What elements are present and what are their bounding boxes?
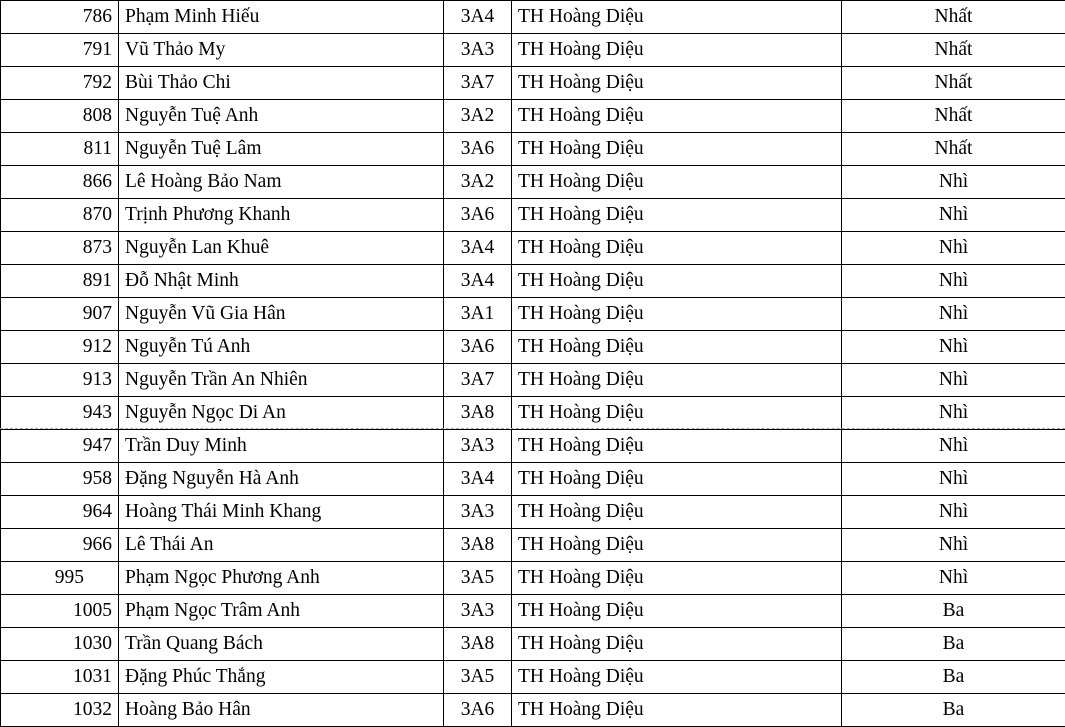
table-row[interactable] (1, 595, 1065, 628)
cell-name[interactable]: Hoàng Bảo Hân (119, 694, 444, 727)
cell-prize[interactable]: Nhì (842, 397, 1065, 430)
cell-school[interactable]: TH Hoàng Diệu (512, 100, 842, 133)
cell-school[interactable]: TH Hoàng Diệu (512, 166, 842, 199)
cell-name[interactable]: Nguyễn Trần An Nhiên (119, 364, 444, 397)
cell-id[interactable]: 791 (1, 34, 119, 67)
cell-prize[interactable]: Nhất (842, 133, 1065, 166)
table-row[interactable] (1, 100, 1065, 133)
cell-id[interactable]: 913 (1, 364, 119, 397)
cell-name[interactable]: Phạm Ngọc Phương Anh (119, 562, 444, 595)
table-row[interactable] (1, 1, 1065, 34)
cell-class[interactable]: 3A4 (444, 265, 512, 298)
cell-prize[interactable]: Nhì (842, 199, 1065, 232)
cell-class[interactable]: 3A6 (444, 133, 512, 166)
table-row[interactable] (1, 265, 1065, 298)
cell-prize[interactable]: Nhì (842, 496, 1065, 529)
cell-name[interactable]: Trần Quang Bách (119, 628, 444, 661)
table-row[interactable] (1, 298, 1065, 331)
cell-school[interactable]: TH Hoàng Diệu (512, 265, 842, 298)
table-row[interactable] (1, 34, 1065, 67)
cell-school[interactable]: TH Hoàng Diệu (512, 133, 842, 166)
cell-school[interactable]: TH Hoàng Diệu (512, 1, 842, 34)
cell-id[interactable]: 966 (1, 529, 119, 562)
cell-class[interactable]: 3A3 (444, 430, 512, 463)
cell-name[interactable]: Nguyễn Tuệ Anh (119, 100, 444, 133)
cell-school[interactable]: TH Hoàng Diệu (512, 34, 842, 67)
cell-class[interactable]: 3A4 (444, 232, 512, 265)
cell-name[interactable]: Nguyễn Ngọc Di An (119, 397, 444, 430)
cell-name[interactable]: Phạm Ngọc Trâm Anh (119, 595, 444, 628)
cell-id[interactable]: 995 (1, 562, 119, 595)
cell-prize[interactable]: Nhất (842, 34, 1065, 67)
cell-class[interactable]: 3A6 (444, 199, 512, 232)
cell-prize[interactable]: Nhì (842, 166, 1065, 199)
cell-name[interactable]: Nguyễn Vũ Gia Hân (119, 298, 444, 331)
cell-school[interactable]: TH Hoàng Diệu (512, 199, 842, 232)
cell-id[interactable]: 811 (1, 133, 119, 166)
cell-class[interactable]: 3A5 (444, 562, 512, 595)
cell-name[interactable]: Đỗ Nhật Minh (119, 265, 444, 298)
cell-class[interactable]: 3A7 (444, 364, 512, 397)
cell-prize[interactable]: Ba (842, 628, 1065, 661)
cell-class[interactable]: 3A8 (444, 397, 512, 430)
cell-name[interactable]: Đặng Nguyễn Hà Anh (119, 463, 444, 496)
table-row[interactable] (1, 166, 1065, 199)
cell-name[interactable]: Phạm Minh Hiếu (119, 1, 444, 34)
cell-id[interactable]: 866 (1, 166, 119, 199)
cell-id[interactable]: 786 (1, 1, 119, 34)
cell-class[interactable]: 3A7 (444, 67, 512, 100)
cell-prize[interactable]: Nhì (842, 463, 1065, 496)
cell-school[interactable]: TH Hoàng Diệu (512, 661, 842, 694)
table-row[interactable] (1, 661, 1065, 694)
cell-id[interactable]: 912 (1, 331, 119, 364)
cell-name[interactable]: Nguyễn Tuệ Lâm (119, 133, 444, 166)
cell-school[interactable]: TH Hoàng Diệu (512, 595, 842, 628)
cell-id[interactable]: 1030 (1, 628, 119, 661)
table-row[interactable] (1, 562, 1065, 595)
cell-name[interactable]: Lê Hoàng Bảo Nam (119, 166, 444, 199)
table-row[interactable] (1, 199, 1065, 232)
cell-id[interactable]: 808 (1, 100, 119, 133)
cell-prize[interactable]: Nhì (842, 430, 1065, 463)
cell-name[interactable]: Bùi Thảo Chi (119, 67, 444, 100)
cell-class[interactable]: 3A4 (444, 463, 512, 496)
cell-class[interactable]: 3A3 (444, 34, 512, 67)
cell-name[interactable]: Nguyễn Lan Khuê (119, 232, 444, 265)
cell-school[interactable]: TH Hoàng Diệu (512, 430, 842, 463)
table-row[interactable] (1, 463, 1065, 496)
cell-class[interactable]: 3A8 (444, 628, 512, 661)
cell-prize[interactable]: Nhất (842, 67, 1065, 100)
cell-school[interactable]: TH Hoàng Diệu (512, 331, 842, 364)
cell-school[interactable]: TH Hoàng Diệu (512, 298, 842, 331)
cell-school[interactable]: TH Hoàng Diệu (512, 67, 842, 100)
cell-prize[interactable]: Nhì (842, 364, 1065, 397)
cell-class[interactable]: 3A8 (444, 529, 512, 562)
cell-prize[interactable]: Ba (842, 661, 1065, 694)
cell-id[interactable]: 964 (1, 496, 119, 529)
cell-school[interactable]: TH Hoàng Diệu (512, 364, 842, 397)
cell-school[interactable]: TH Hoàng Diệu (512, 529, 842, 562)
cell-class[interactable]: 3A6 (444, 331, 512, 364)
cell-prize[interactable]: Ba (842, 694, 1065, 727)
cell-class[interactable]: 3A2 (444, 166, 512, 199)
cell-prize[interactable]: Nhất (842, 100, 1065, 133)
cell-school[interactable]: TH Hoàng Diệu (512, 232, 842, 265)
table-row[interactable] (1, 397, 1065, 430)
table-row[interactable] (1, 529, 1065, 562)
cell-id[interactable]: 792 (1, 67, 119, 100)
cell-name[interactable]: Nguyễn Tú Anh (119, 331, 444, 364)
cell-class[interactable]: 3A5 (444, 661, 512, 694)
cell-school[interactable]: TH Hoàng Diệu (512, 496, 842, 529)
cell-id[interactable]: 907 (1, 298, 119, 331)
cell-prize[interactable]: Nhì (842, 232, 1065, 265)
cell-id[interactable]: 1005 (1, 595, 119, 628)
cell-class[interactable]: 3A3 (444, 595, 512, 628)
cell-prize[interactable]: Nhất (842, 1, 1065, 34)
cell-school[interactable]: TH Hoàng Diệu (512, 397, 842, 430)
cell-school[interactable]: TH Hoàng Diệu (512, 628, 842, 661)
cell-prize[interactable]: Ba (842, 595, 1065, 628)
cell-prize[interactable]: Nhì (842, 562, 1065, 595)
cell-class[interactable]: 3A2 (444, 100, 512, 133)
cell-prize[interactable]: Nhì (842, 265, 1065, 298)
cell-name[interactable]: Vũ Thảo My (119, 34, 444, 67)
cell-id[interactable]: 1031 (1, 661, 119, 694)
cell-id[interactable]: 947 (1, 430, 119, 463)
cell-id[interactable]: 870 (1, 199, 119, 232)
cell-prize[interactable]: Nhì (842, 529, 1065, 562)
cell-id[interactable]: 873 (1, 232, 119, 265)
cell-prize[interactable]: Nhì (842, 331, 1065, 364)
table-row[interactable] (1, 133, 1065, 166)
cell-class[interactable]: 3A3 (444, 496, 512, 529)
cell-class[interactable]: 3A4 (444, 1, 512, 34)
cell-prize[interactable]: Nhì (842, 298, 1065, 331)
cell-id[interactable]: 958 (1, 463, 119, 496)
table-row[interactable] (1, 331, 1065, 364)
cell-name[interactable]: Hoàng Thái Minh Khang (119, 496, 444, 529)
cell-name[interactable]: Trần Duy Minh (119, 430, 444, 463)
cell-id[interactable]: 943 (1, 397, 119, 430)
table-row[interactable] (1, 232, 1065, 265)
cell-name[interactable]: Đặng Phúc Thắng (119, 661, 444, 694)
cell-school[interactable]: TH Hoàng Diệu (512, 694, 842, 727)
table-row[interactable] (1, 694, 1065, 727)
cell-school[interactable]: TH Hoàng Diệu (512, 463, 842, 496)
cell-id[interactable]: 1032 (1, 694, 119, 727)
cell-class[interactable]: 3A1 (444, 298, 512, 331)
cell-name[interactable]: Lê Thái An (119, 529, 444, 562)
table-row[interactable] (1, 628, 1065, 661)
cell-id[interactable]: 891 (1, 265, 119, 298)
cell-school[interactable]: TH Hoàng Diệu (512, 562, 842, 595)
cell-class[interactable]: 3A6 (444, 694, 512, 727)
table-row[interactable] (1, 430, 1065, 463)
table-body (1, 1, 1065, 727)
table-row[interactable] (1, 364, 1065, 397)
cell-name[interactable]: Trịnh Phương Khanh (119, 199, 444, 232)
table-row[interactable] (1, 496, 1065, 529)
table-row[interactable] (1, 67, 1065, 100)
